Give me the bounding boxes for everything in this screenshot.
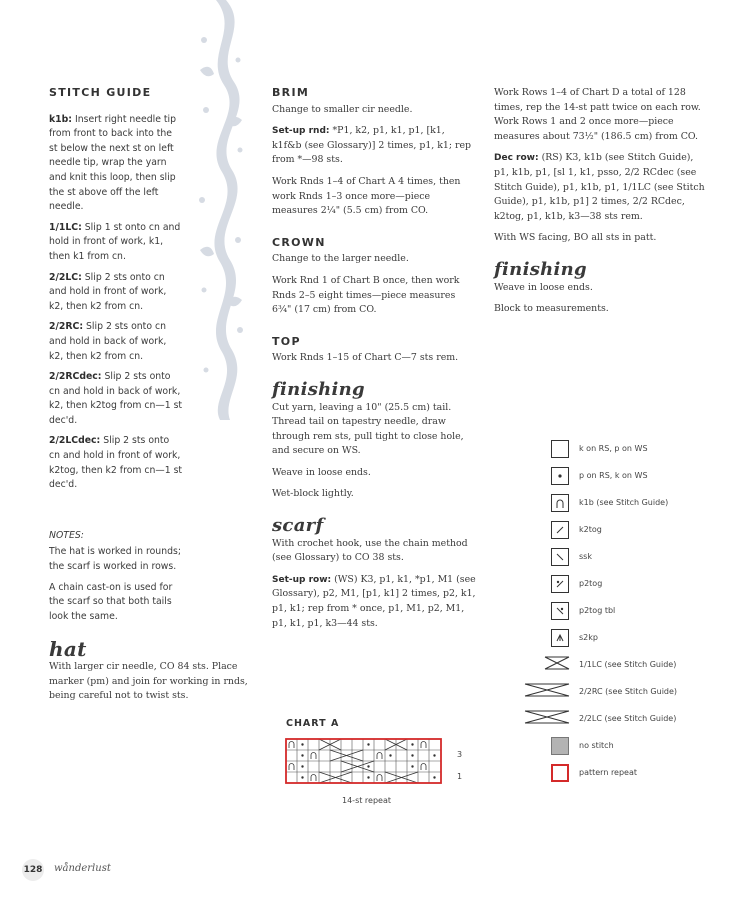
p2tog-tbl-icon (551, 602, 569, 620)
dec-text: (RS) K3, k1b (see Stitch Guide), p1, k1b, p1, [sl 1, k1, psso, 2/2 RCdec (see Stitch Guide), p1, k1b, p1, 1/1LC (see Stitch Guide), p1, k1b, p1] 2 times, 2/2 RCdec, k2tog, p1, k1b, k3—38 sts rem. (494, 152, 705, 222)
column-right (494, 86, 706, 324)
hat-heading: hat (49, 637, 87, 662)
scarf-setup (272, 573, 477, 631)
legend-item (520, 629, 740, 649)
stitch-guide-entry (49, 271, 183, 315)
k1b-arch-icon (551, 494, 569, 512)
setup-label: Set-up rnd: (272, 126, 330, 137)
stitch-guide-heading: STITCH GUIDE (49, 86, 152, 99)
stitch-definition: Slip 1 st onto cn and hold in front of work, k1, then k1 from cn. (49, 221, 181, 262)
scarf-heading: scarf (272, 515, 324, 537)
cable-1-1-icon (544, 656, 570, 670)
brim-setup (272, 124, 477, 168)
hat-instructions: With larger cir needle, CO 84 sts. Place marker (pm) and join for working in rnds, being careful not to twist sts. (49, 661, 248, 702)
legend-item (520, 683, 740, 703)
legend-item (520, 737, 740, 757)
brim-instruction: Work Rnds 1–4 of Chart A 4 times, then work Rnds 1–3 once more—piece measures 2¼" (5.5 cm) from CO. (272, 175, 461, 217)
stitch-definition: Slip 2 sts onto cn and hold in back of work, k2, then k2 from cn. (49, 321, 167, 362)
chart-row-label: 3 (457, 750, 463, 759)
legend-label: ssk (579, 552, 592, 561)
finishing-instruction: Cut yarn, leaving a 10" (25.5 cm) tail. Thread tail on tapestry needle, draw through rem sts, pull tight to close hole, and secure on WS. (272, 401, 464, 457)
legend-label: k2tog (579, 525, 602, 534)
finishing-instruction: Block to measurements. (494, 303, 609, 315)
stitch-guide-entry (49, 434, 183, 492)
setup-label: Set-up row: (272, 574, 332, 585)
stitch-definition: Slip 2 sts onto cn and hold in back of work, k2, then k2tog from cn—1 st dec'd. (49, 371, 183, 426)
crown-instruction: Change to the larger needle. (272, 253, 409, 265)
top-instruction: Work Rnds 1–15 of Chart C—7 sts rem. (272, 352, 459, 364)
stitch-term: 2/2RCdec: (49, 371, 102, 383)
stitch-term: k1b: (49, 113, 73, 125)
legend-label: no stitch (579, 741, 614, 750)
finishing-hat-heading: finishing (272, 378, 365, 400)
cable-2-2-left-icon (524, 710, 570, 724)
legend-item (520, 440, 740, 460)
legend-label: p on RS, k on WS (579, 471, 648, 480)
crown-instruction: Work Rnd 1 of Chart B once, then work Rnds 2–5 eight times—piece measures 6¾" (17 cm) from CO. (272, 274, 460, 316)
legend-label: k1b (see Stitch Guide) (579, 498, 669, 507)
stitch-guide-entry (49, 113, 183, 215)
legend-item (520, 602, 740, 622)
stitch-guide-list (49, 113, 183, 493)
stitch-guide-entry (49, 320, 183, 364)
stitch-term: 2/2RC: (49, 321, 84, 333)
chart-a-grid (284, 737, 444, 785)
legend-item (520, 575, 740, 595)
finishing-instruction: Weave in loose ends. (272, 466, 371, 478)
column-middle (272, 86, 477, 638)
book-title: wånderlust (54, 863, 111, 874)
stitch-term: 2/2LCdec: (49, 435, 101, 447)
stitch-term: 1/1LC: (49, 221, 82, 233)
crown-heading: CROWN (272, 235, 326, 249)
top-heading: TOP (272, 334, 301, 348)
notes-label: NOTES: (49, 529, 84, 541)
finishing-instruction: Wet-block lightly. (272, 488, 354, 500)
brim-heading: BRIM (272, 86, 310, 99)
purl-dot-icon (551, 467, 569, 485)
legend-item (520, 494, 740, 514)
legend-item (520, 764, 740, 784)
blank-square-icon (551, 440, 569, 458)
legend-item (520, 467, 740, 487)
legend-label: 1/1LC (see Stitch Guide) (579, 660, 677, 669)
ssk-icon (551, 548, 569, 566)
decorative-ornament (196, 0, 246, 420)
chart-a-title: CHART A (286, 718, 340, 729)
note-item: A chain cast-on is used for the scarf so that both tails look the same. (49, 581, 173, 622)
legend-label: 2/2RC (see Stitch Guide) (579, 687, 678, 696)
legend-label: p2tog (579, 579, 603, 588)
p2tog-icon (551, 575, 569, 593)
setup-text: (WS) K3, p1, k1, *p1, M1 (see Glossary), p2, M1, [p1, k1] 2 times, p2, k1, p1, k1; rep from * once, p1, M1, p2, M1, p1, k1, p1, k3—44 sts. (272, 573, 476, 629)
finishing-scarf-heading: finishing (494, 258, 587, 280)
stitch-definition: Slip 2 sts onto cn and hold in front of work, k2tog, then k2 from cn—1 st dec'd. (49, 435, 183, 491)
legend-item (520, 521, 740, 541)
dec-row (494, 151, 706, 224)
finishing-instruction: Weave in loose ends. (494, 281, 593, 293)
setup-text: *P1, k2, p1, k1, p1, [k1, k1f&b (see Glossary)] 2 times, p1, k1; rep from *—98 sts. (272, 125, 472, 166)
stitch-definition: Insert right needle tip from front to back into the st below the next st on left needle tip, wrap the yarn and knit this loop, then slip the st above off the left needle. (49, 113, 177, 213)
pattern-repeat-icon (551, 764, 569, 782)
stitch-guide-entry (49, 221, 183, 265)
legend-label: p2tog tbl (579, 606, 616, 615)
no-stitch-icon (551, 737, 569, 755)
cable-2-2-right-icon (524, 683, 570, 697)
scarf-instruction: Work Rows 1–4 of Chart D a total of 128 times, rep the 14-st patt twice on each row. Work Rows 1 and 2 once more—piece measures about 73½" (186.5 cm) from CO. (494, 87, 701, 142)
note-item: The hat is worked in rounds; the scarf is worked in rows. (49, 546, 181, 573)
stitch-definition: Slip 2 sts onto cn and hold in front of work, k2, then k2 from cn. (49, 271, 167, 312)
legend-label: s2kp (579, 633, 598, 642)
stitch-guide-entry (49, 370, 183, 428)
stitch-term: 2/2LC: (49, 271, 82, 283)
chart-grid-lines (286, 739, 441, 783)
chart-repeat-label: 14-st repeat (342, 796, 391, 805)
page-number: 128 (22, 859, 44, 881)
column-left (49, 86, 248, 710)
scarf-instruction: With WS facing, BO all sts in patt. (494, 232, 657, 244)
legend-label: 2/2LC (see Stitch Guide) (579, 714, 677, 723)
legend-label: k on RS, p on WS (579, 444, 648, 453)
scarf-instruction: With crochet hook, use the chain method (see Glossary) to CO 38 sts. (272, 537, 468, 564)
k2tog-icon (551, 521, 569, 539)
dec-label: Dec row: (494, 153, 539, 164)
chart-row-label: 1 (457, 772, 463, 781)
legend-label: pattern repeat (579, 768, 638, 777)
legend-item (520, 656, 740, 676)
legend-item (520, 548, 740, 568)
s2kp-icon (551, 629, 569, 647)
brim-instruction: Change to smaller cir needle. (272, 103, 413, 115)
legend-item (520, 710, 740, 730)
